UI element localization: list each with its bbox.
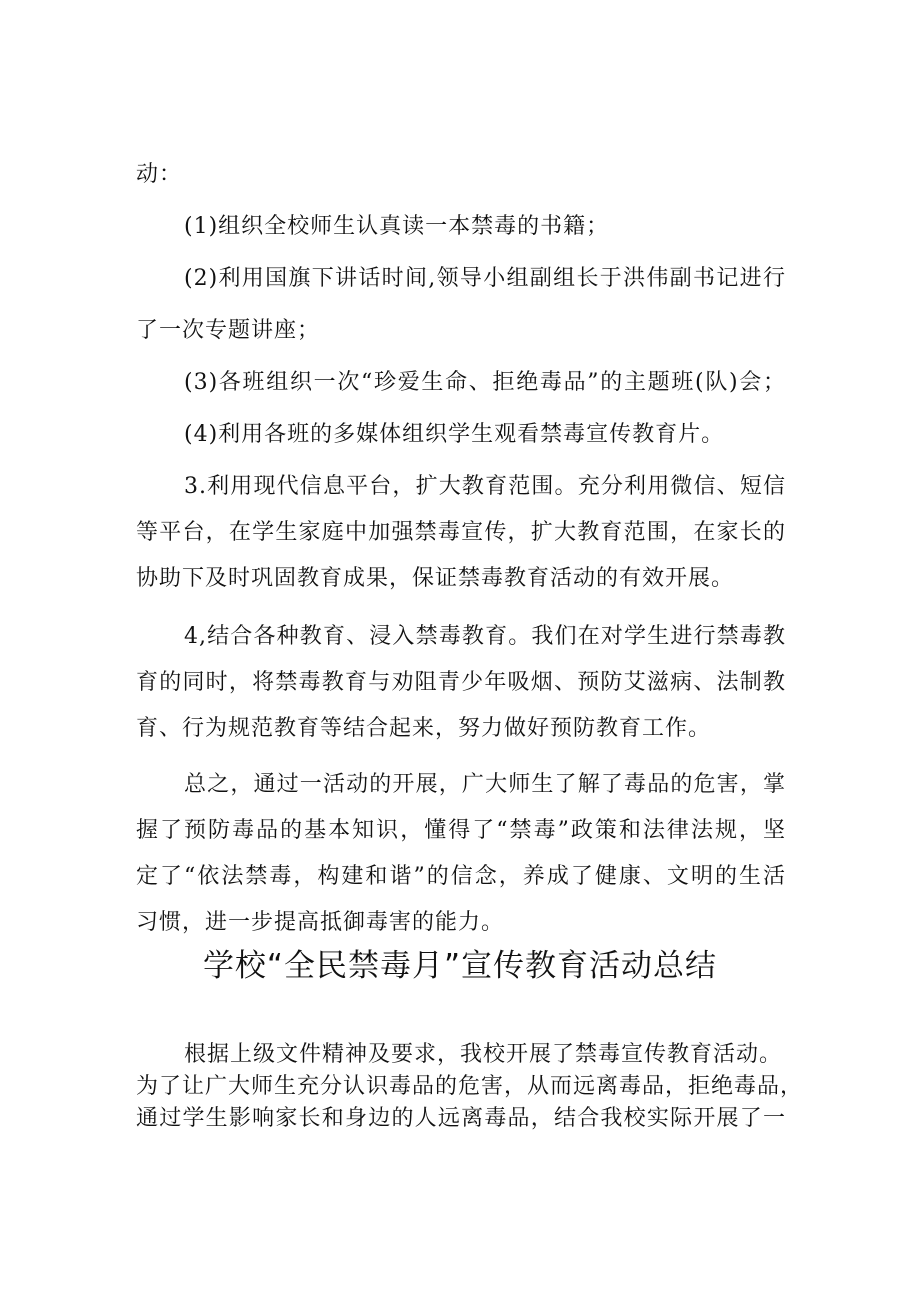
paragraph-line: 育、行为规范教育等结合起来，努力做好预防教育工作。: [136, 716, 712, 741]
paragraph-line: 通过学生影响家长和身边的人远离毒品，结合我校实际开展了一: [136, 1106, 786, 1131]
document-title: 学校“全民禁毒月”宣传教育活动总结: [202, 948, 718, 984]
list-item: (2)利用国旗下讲话时间,领导小组副组长于洪伟副书记进行: [184, 266, 786, 291]
paragraph-line: 为了让广大师生充分认识毒品的危害，从而远离毒品，拒绝毒品，: [136, 1074, 804, 1099]
paragraph-line: 定了“依法禁毒，构建和谐”的信念，养成了健康、文明的生活: [136, 864, 786, 889]
paragraph-line: 习惯，进一步提高抵御毒害的能力。: [136, 910, 505, 935]
paragraph-line: 握了预防毒品的基本知识，懂得了“禁毒”政策和法律法规，坚: [136, 818, 786, 843]
paragraph-line: 根据上级文件精神及要求，我校开展了禁毒宣传教育活动。: [184, 1042, 783, 1067]
list-item: (1)组织全校师生认真读一本禁毒的书籍；: [184, 214, 610, 239]
list-item: (3)各班组织一次“珍爱生命、拒绝毒品”的主题班(队)会；: [184, 370, 786, 395]
paragraph-line: 协助下及时巩固教育成果，保证禁毒教育活动的有效开展。: [136, 566, 735, 591]
paragraph-line: 3.利用现代信息平台，扩大教育范围。充分利用微信、短信: [184, 474, 786, 499]
text-line: 动：: [136, 162, 183, 187]
paragraph-line: 等平台，在学生家庭中加强禁毒宣传，扩大教育范围，在家长的: [136, 520, 786, 545]
list-item: (4)利用各班的多媒体组织学生观看禁毒宣传教育片。: [184, 422, 725, 447]
paragraph-line: 育的同时，将禁毒教育与劝阻青少年吸烟、预防艾滋病、法制教: [136, 670, 786, 695]
paragraph-line: 总之，通过一活动的开展，广大师生了解了毒品的危害，掌: [184, 772, 786, 797]
paragraph-line: 4,结合各种教育、浸入禁毒教育。我们在对学生进行禁毒教: [184, 624, 786, 649]
text-line: 了一次专题讲座；: [136, 318, 321, 343]
